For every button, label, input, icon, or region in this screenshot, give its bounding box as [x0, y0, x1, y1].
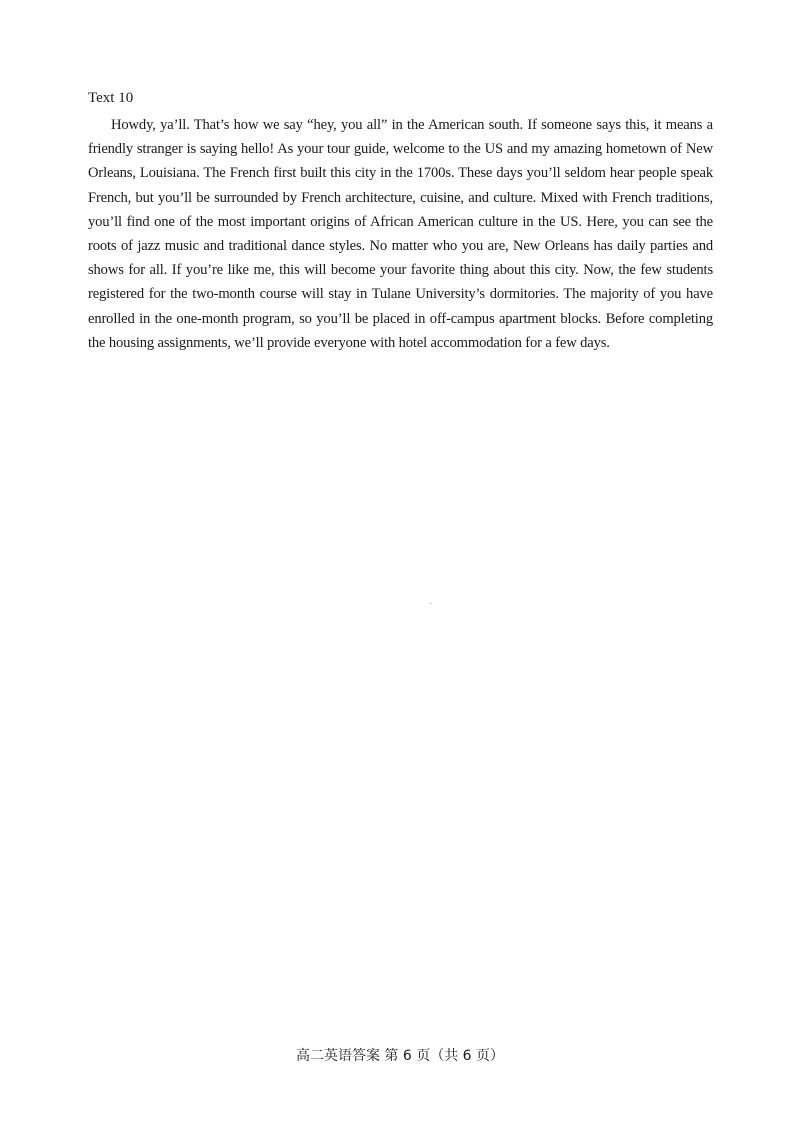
passage-paragraph: Howdy, ya’ll. That’s how we say “hey, you all” in the American south. If someone says this, it means a friendly stranger is saying hello! As your tour guide, welcome to the US and my amazing hometown of New Orleans, Louisiana. The French first built this city in the 1700s. These days you’ll seldom hear people speak French, but you’ll be surrounded by French architecture, cuisine, and culture. Mixed with French traditions, you’ll find one of the most important origins of African American culture in the US. Here, you can see the roots of jazz music and traditional dance styles. No matter who you are, New Orleans has daily parties and shows for all. If you’re like me, this will become your favorite thing about this city. Now, the few students registered for the two-month course will stay in Tulane University’s dormitories. The majority of you have enrolled in the one-month program, so you’ll be placed in off-campus apartment blocks. Before completing the housing assignments, we’ll provide everyone with hotel accommodation for a few days.	[88, 117, 713, 351]
section-title: Text 10	[88, 90, 134, 106]
scan-speck	[430, 603, 432, 604]
page-footer: 高二英语答案 第 6 页（共 6 页）	[295, 1048, 505, 1064]
